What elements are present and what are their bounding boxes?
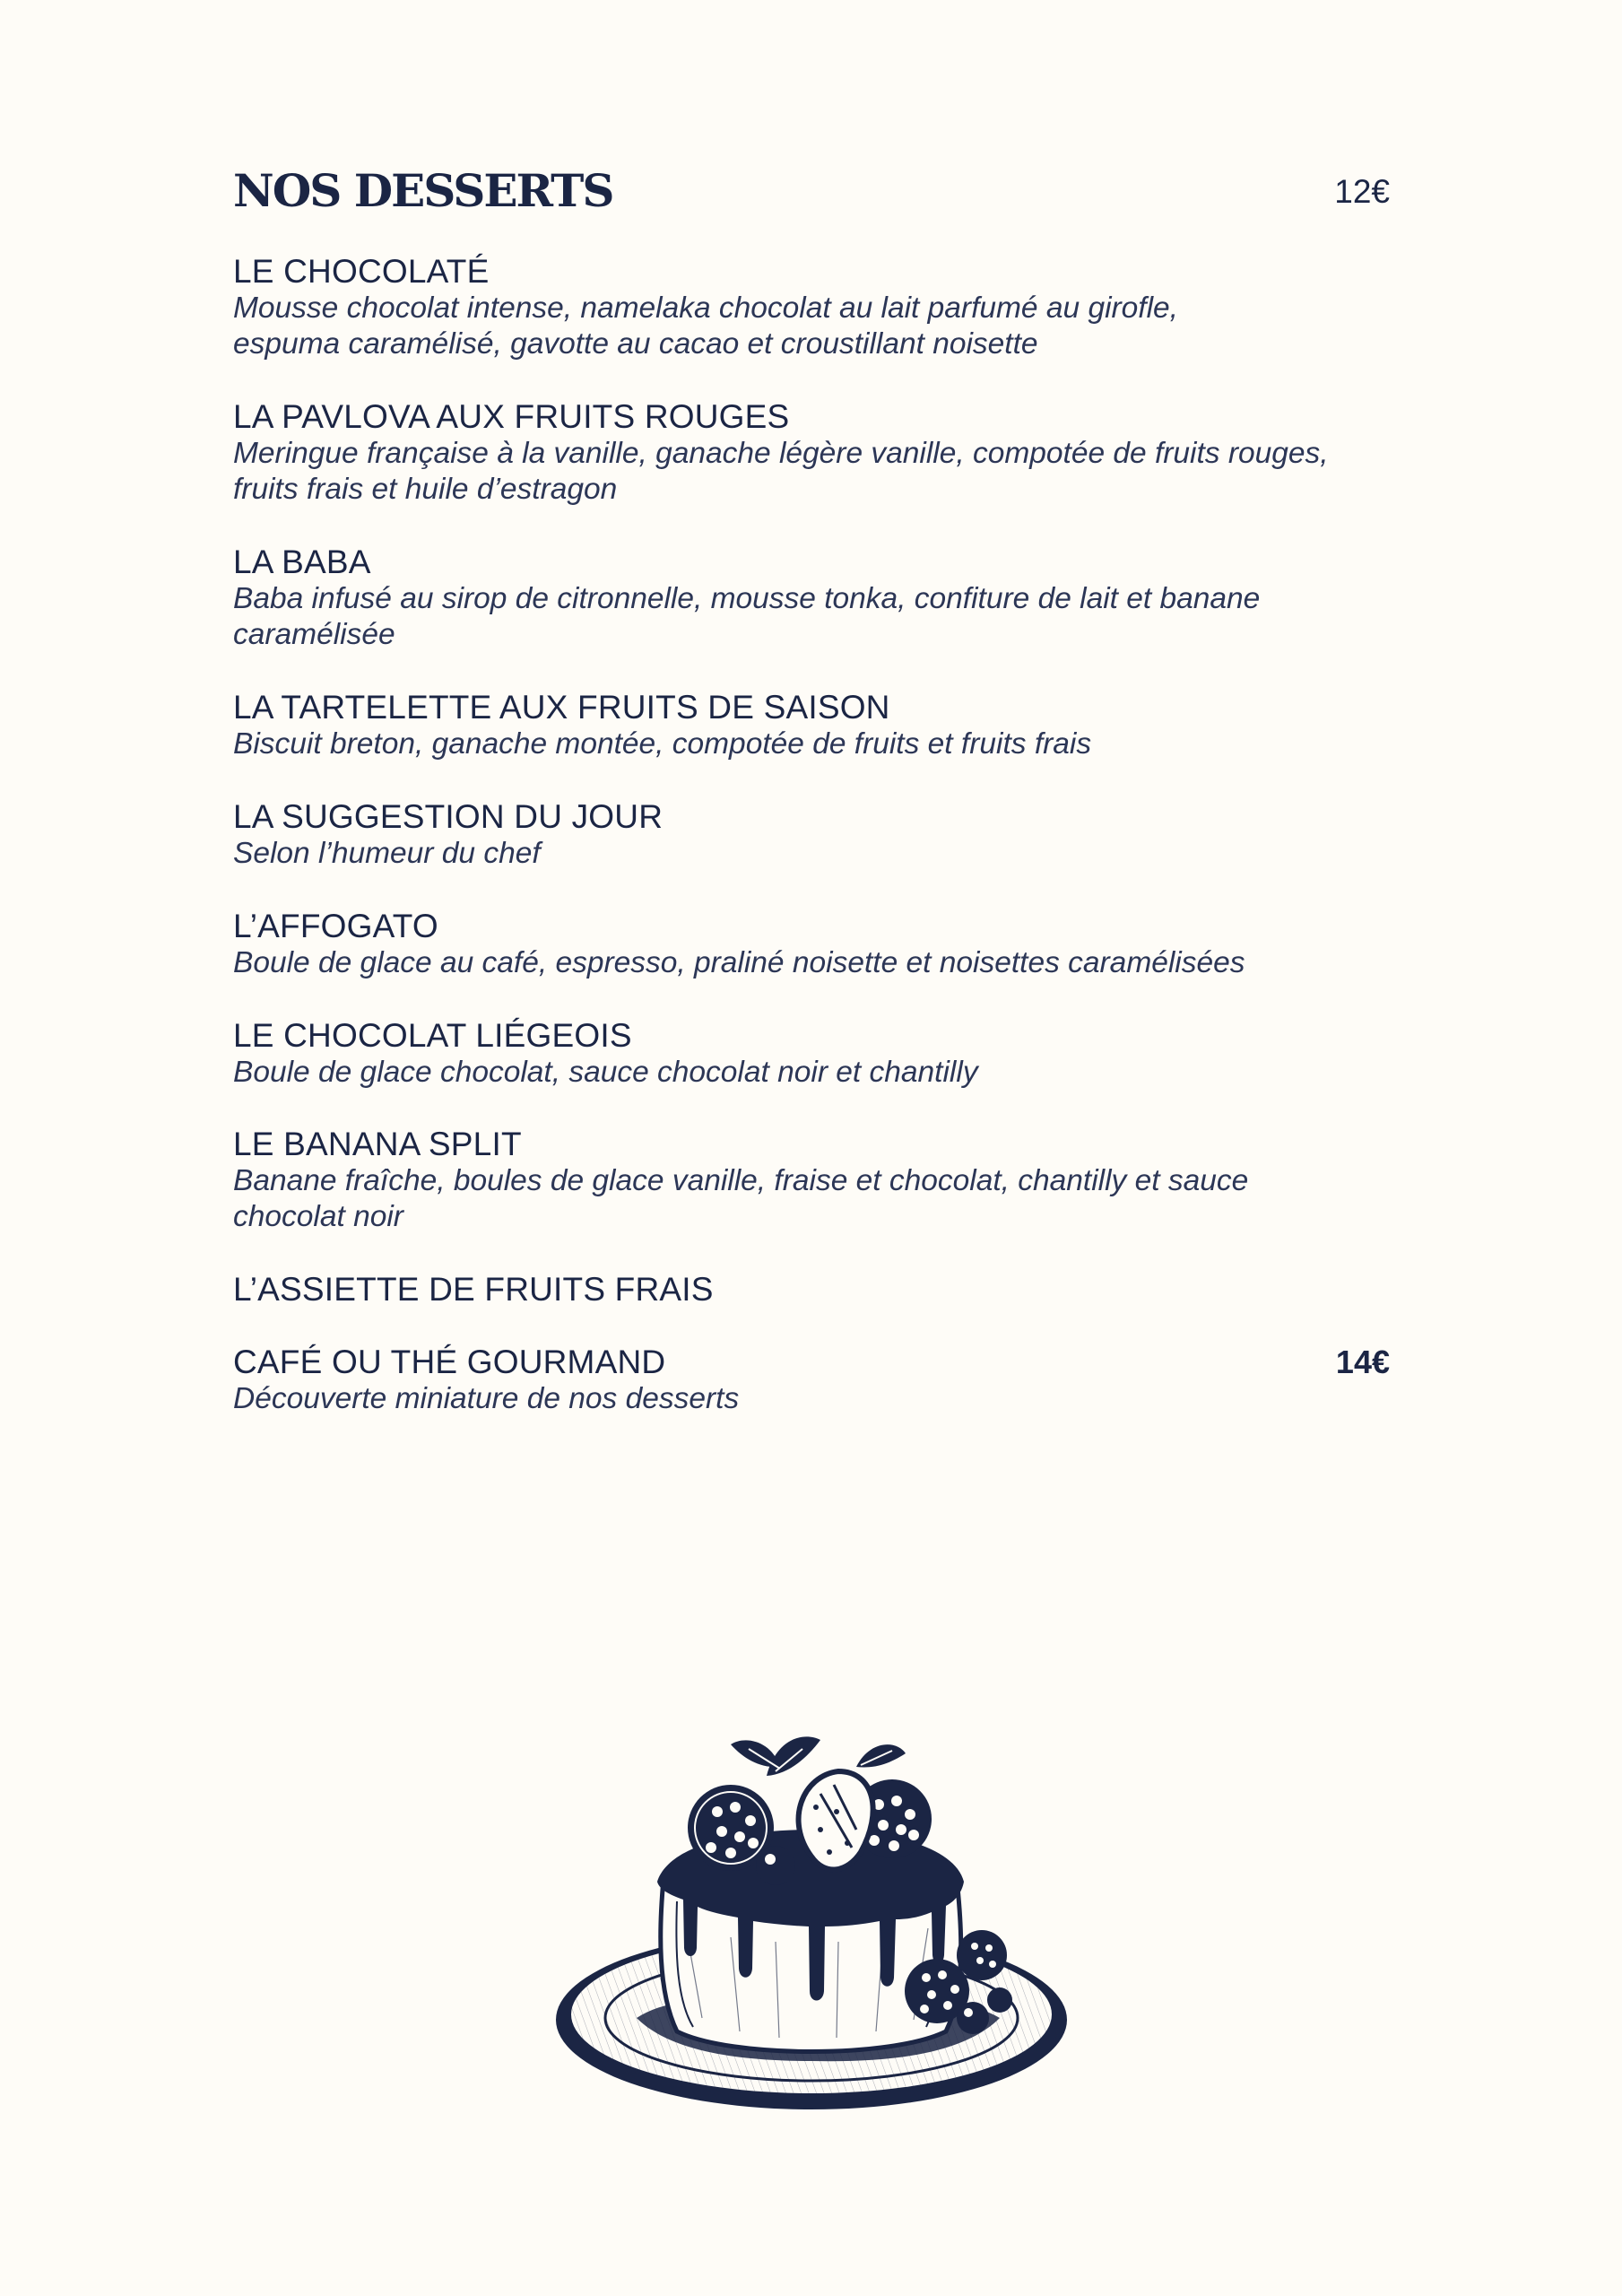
item-description-line: Selon l’humeur du chef [233, 837, 541, 870]
item-description-line: Biscuit breton, ganache montée, compotée de fruits et fruits frais [233, 727, 1092, 761]
menu-item [233, 1342, 1390, 1417]
item-name: LE CHOCOLAT LIÉGEOIS [233, 1017, 632, 1054]
dessert-illustration [551, 1722, 1071, 2117]
item-description-line: chocolat noir [233, 1200, 403, 1233]
item-description-line: caramélisée [233, 618, 395, 651]
menu-item [233, 1269, 1390, 1310]
item-description [233, 291, 1390, 362]
item-description-line: Mousse chocolat intense, namelaka chocolat au lait parfumé au girofle, [233, 291, 1178, 325]
menu-item [233, 542, 1390, 653]
item-description [233, 1055, 1390, 1091]
item-name: LA TARTELETTE AUX FRUITS DE SAISON [233, 689, 890, 726]
menu-header [233, 160, 1390, 222]
item-description-line: Baba infusé au sirop de citronnelle, mousse tonka, confiture de lait et banane [233, 582, 1261, 615]
item-description-line: Boule de glace chocolat, sauce chocolat noir et chantilly [233, 1056, 978, 1089]
menu-item [233, 1124, 1390, 1235]
menu-item [233, 906, 1390, 981]
item-description [233, 1381, 1390, 1417]
item-name: LA SUGGESTION DU JOUR [233, 798, 664, 835]
menu-item [233, 687, 1390, 762]
menu-item [233, 396, 1390, 508]
item-description-line: Boule de glace au café, espresso, praliné noisette et noisettes caramélisées [233, 946, 1245, 979]
item-name: LA PAVLOVA AUX FRUITS ROUGES [233, 398, 790, 435]
item-description [233, 1163, 1390, 1235]
item-description-line: Banane fraîche, boules de glace vanille, fraise et chocolat, chantilly et sauce [233, 1164, 1249, 1197]
item-description [233, 836, 1390, 872]
item-description-line: Découverte miniature de nos desserts [233, 1382, 740, 1415]
menu-item [233, 1015, 1390, 1091]
item-description-line: Meringue française à la vanille, ganache légère vanille, compotée de fruits rouges, [233, 437, 1329, 470]
item-description [233, 945, 1390, 981]
item-description [233, 436, 1390, 508]
item-description [233, 581, 1390, 653]
page-title: NOS DESSERTS [233, 164, 613, 217]
item-name: LE BANANA SPLIT [233, 1126, 522, 1162]
header-price: 12€ [1334, 173, 1390, 210]
menu-item [233, 251, 1390, 362]
item-name: L’ASSIETTE DE FRUITS FRAIS [233, 1271, 714, 1308]
item-name: LE CHOCOLATÉ [233, 253, 490, 290]
item-description-line: espuma caramélisé, gavotte au cacao et croustillant noisette [233, 327, 1038, 361]
menu-item [233, 796, 1390, 872]
item-name: L’AFFOGATO [233, 908, 438, 944]
item-name: LA BABA [233, 544, 371, 580]
item-name: CAFÉ OU THÉ GOURMAND [233, 1344, 666, 1380]
item-price: 14€ [1335, 1344, 1390, 1380]
item-description [233, 726, 1390, 762]
item-description-line: fruits frais et huile d’estragon [233, 473, 618, 506]
